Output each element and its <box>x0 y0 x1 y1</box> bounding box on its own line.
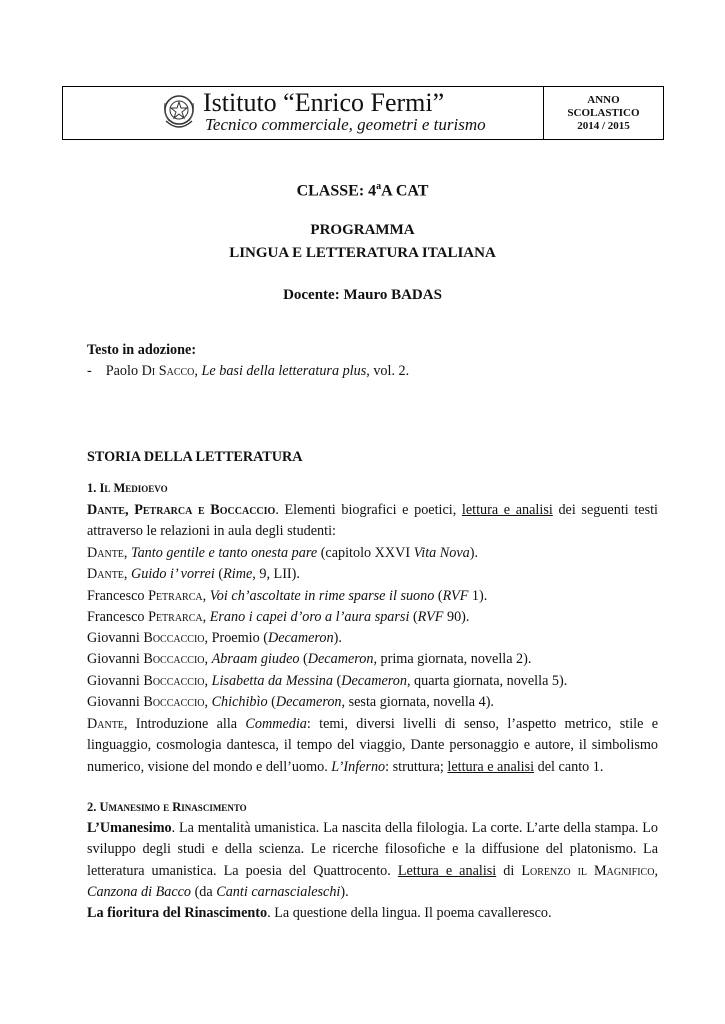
teacher-name: Docente: Mauro BADAS <box>283 287 442 303</box>
list-item: Giovanni Boccaccio, Lisabetta da Messina (Decameron, quarta giornata, novella 5). <box>87 672 568 689</box>
section-1-title: 1. Il Medioevo <box>87 481 168 495</box>
adozione-item: - Paolo Di Sacco, Le basi della letteratura plus, vol. 2. <box>87 363 410 379</box>
year-value: 2014 / 2015 <box>577 119 630 132</box>
commedia-paragraph: Dante, Introduzione alla Commedia: temi, diversi livelli di senso, l’aspetto metrico, stile e linguaggio, cosmologia dantesca, il tempo del viaggio, Dante personaggio e autore, il simbolismo numerico, visione del mondo e dell’uomo. L’Inferno: struttura; lettura e analisi del canto 1. <box>87 716 659 775</box>
umanesimo-paragraph: L’Umanesimo. La mentalità umanistica. La nascita della filologia. La corte. L’arte della stampa. Lo sviluppo degli studi e della scienza. Le ricerche filosofiche e la diffusione del platonismo. La letteratura umanistica. La poesia del Quattrocento. Lettura e analisi di Lorenzo il Magnifico, Canzona di Bacco (da Canti carnascialeschi). <box>87 820 658 900</box>
list-item: Francesco Petrarca, Voi ch’ascoltate in rime sparse il suono (RVF 1). <box>87 587 488 604</box>
list-item: Francesco Petrarca, Erano i capei d’oro a l’aura sparsi (RVF 90). <box>87 608 470 625</box>
italian-emblem-icon <box>161 91 197 133</box>
institute-subtitle: Tecnico commerciale, geometri e turismo <box>205 115 486 134</box>
section-1-intro: Dante, Petrarca e Boccaccio. Elementi biografici e poetici, lettura e analisi dei seguenti testi attraverso le relazioni in aula degli studenti: <box>87 502 658 540</box>
header-box <box>62 86 664 140</box>
storia-heading: STORIA DELLA LETTERATURA <box>87 449 303 465</box>
year-label-anno: ANNO <box>587 93 620 106</box>
list-item: Giovanni Boccaccio, Abraam giudeo (Decameron, prima giornata, novella 2). <box>87 651 532 668</box>
list-item: Dante, Guido i’ vorrei (Rime, 9, LII). <box>87 566 300 583</box>
section-1-list <box>87 543 658 713</box>
list-item: Dante, Tanto gentile e tanto onesta pare (capitolo XXVI Vita Nova). <box>87 545 479 561</box>
rinascimento-paragraph: La fioritura del Rinascimento. La questione della lingua. Il poema cavalleresco. <box>87 905 552 921</box>
list-item: Giovanni Boccaccio, Proemio (Decameron). <box>87 630 342 647</box>
year-label-scolastico: SCOLASTICO <box>567 106 640 119</box>
adozione-heading: Testo in adozione: <box>87 342 197 358</box>
section-2-title: 2. Umanesimo e Rinascimento <box>87 800 247 814</box>
school-year-block <box>544 87 663 139</box>
class-title: CLASSE: 4$^a$A CAT <box>296 181 429 200</box>
institute-block <box>63 87 544 139</box>
programma-title: PROGRAMMA <box>310 222 415 238</box>
institute-name: Istituto “Enrico Fermi” <box>203 88 445 117</box>
list-item: Giovanni Boccaccio, Chichibìo (Decameron, sesta giornata, novella 4). <box>87 694 494 711</box>
subject-title: LINGUA E LETTERATURA ITALIANA <box>229 245 496 261</box>
